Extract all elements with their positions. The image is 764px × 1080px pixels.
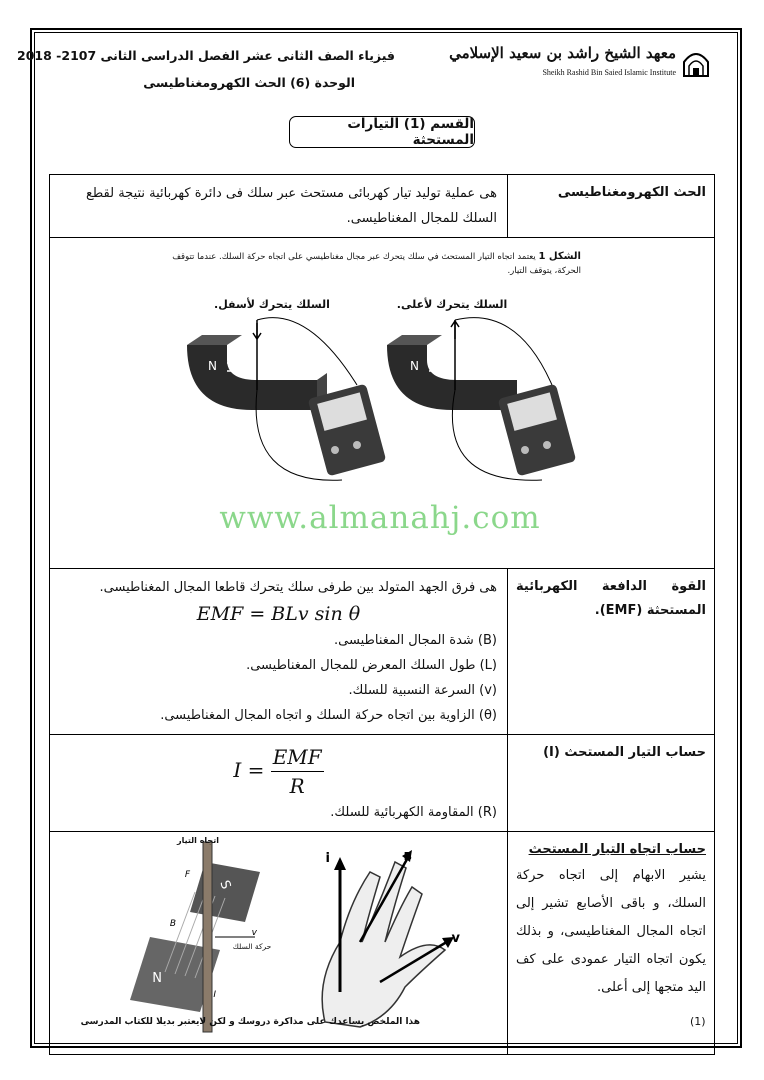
equation-current-left: I = [233,758,265,782]
var-r: (R) المقاومة الكهربائية للسلك. [330,805,497,820]
meter-right-icon [498,384,577,477]
figure1-caption [171,250,581,278]
term-induction: الحث الكهرومغناطيسى [508,175,715,238]
equation-current-fraction [271,743,324,800]
figure1-panel [167,250,581,503]
pole-n-left: N [208,359,217,373]
header-course-line: فيزياء الصف الثانى عشر الفصل الدراسى الثانى 2107- 2018 [17,48,395,63]
figure1-cell [50,238,715,569]
pole-s-left: S [259,364,267,378]
content-table [49,174,715,1055]
meter-left-icon [308,384,387,477]
row-current [50,735,715,832]
arrow-down-icon [253,323,261,339]
equation-emf: EMF = BLv sin θ [196,603,361,625]
fig-label-f: F [184,870,190,880]
hand-label-v: v [451,931,460,946]
var-v: (v) السرعة النسبية للسلك. [348,683,497,698]
definition-emf-cell [50,569,508,735]
equation-current-numerator: EMF [271,743,324,772]
institute-logo [449,44,710,88]
row-figure1 [50,238,715,569]
fig-label-v: v [251,928,257,938]
fig-label-b: B [169,919,176,929]
fig-label-i: I [213,990,216,1000]
equation-current [60,741,497,800]
fig-label-wire-motion: حركة السلك [232,942,272,951]
label-wire-down: السلك يتحرك لأسفل. [214,298,330,311]
pole-n-right: N [410,359,419,373]
row-emf [50,569,715,735]
hand-label-b: B [403,850,412,863]
var-l: (L) طول السلك المعرض للمجال المغناطيسى. [246,658,497,673]
definition-emf: هى فرق الجهد المتولد بين طرفى سلك يتحرك قاطعا المجال المغناطيسى. [99,580,497,595]
watermark: www.almanahj.com [219,500,541,536]
var-theta: (θ) الزاوية بين اتجاه حركة السلك و اتجاه المجال المغناطيسى. [160,708,497,723]
fig-label-current-direction: اتجاه التيار [177,836,219,845]
header-unit-line: الوحدة (6) الحث الكهرومغناطيسى [143,75,355,90]
definition-current-cell [50,735,508,832]
logo-english-text: Sheikh Rashid Bin Saied Islamic Institute [542,68,676,77]
figure1-caption-text: يعتمد اتجاه التيار المستحث في سلك يتحرك عبر مجال مغناطيسي على اتجاه حركة السلك. عندما تتوقف الحركة، يتوقف التيار. [172,252,581,276]
equation-current-denominator: R [289,774,305,798]
var-b: (B) شدة المجال المغناطيسى. [334,633,497,648]
fig-label-s: S [216,878,234,892]
logo-arabic-text: معهد الشيخ راشد بن سعيد الإسلامي [449,44,676,62]
row-induction [50,175,715,238]
hand-label-i: i [325,851,330,866]
wire-magnet-figure [130,842,260,1032]
page-number: (1) [690,1015,706,1028]
section-title: القسم (1) التيارات المستحثة [289,116,475,148]
figure1-caption-label: الشكل 1 [538,251,581,262]
magnet-right-icon [387,335,517,410]
direction-cell [508,832,715,1055]
pole-s-right: S [459,364,467,378]
definition-induction: هى عملية توليد تيار كهربائى مستحث عبر سلك فى دائرة كهربائية نتيجة لقطع السلك للمجال المغناطيسى. [50,175,508,238]
footer-note: هذا الملخص يساعدك على مذاكرة دروسك و لكن لايعتبر بديلا للكتاب المدرسى [80,1017,420,1027]
label-wire-up: السلك يتحرك لأعلى. [396,298,508,311]
fig-label-n: N [152,971,162,986]
figure1-illustration [167,315,581,515]
direction-text: يشير الابهام إلى اتجاه حركة السلك، و باقى الأصابع تشير إلى اتجاه المجال المغناطيسى، و بذلك يكون اتجاه التيار عمودى على كف اليد متجها إلى أعلى. [516,868,706,995]
term-emf: القوة الدافعة الكهربائية المستحثة (EMF). [508,569,715,735]
arrow-up-icon [451,321,459,339]
term-current: حساب التيار المستحث (I) [508,735,715,832]
direction-title: حساب اتجاه التيار المستحث [528,842,706,857]
mosque-icon [682,48,710,78]
